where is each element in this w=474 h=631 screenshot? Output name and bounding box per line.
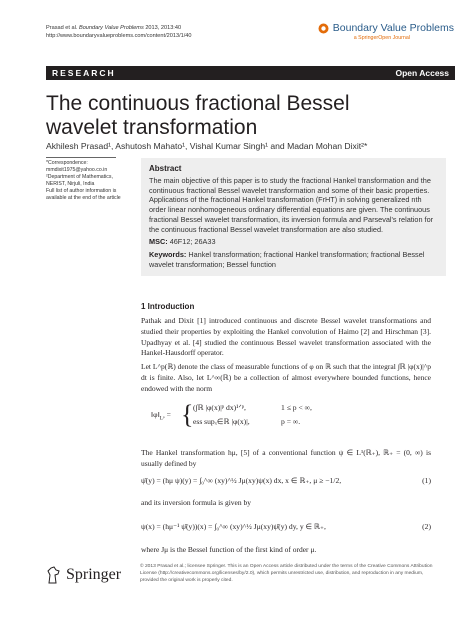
intro-paragraph-5: where Jμ is the Bessel function of the first kind of order μ.: [141, 545, 317, 554]
article-type-band: [46, 66, 455, 80]
journal-subtitle: a SpringerOpen Journal: [353, 35, 410, 41]
article-type-label: RESEARCH: [52, 68, 116, 78]
article-title: The continuous fractional Bessel wavelet transformation: [46, 92, 350, 139]
journal-logo: [318, 22, 454, 34]
brace-symbol: {: [181, 400, 194, 429]
equation-2: ψ(x) = (hμ⁻¹ ψ̂(y))(x) = ∫₀^∞ (xy)^½ Jμ(xy)ψ̂(y) dy, y ∈ ℝ₊,: [141, 522, 326, 531]
norm-case-2: ess supₓ∈ℝ |φ(x)|,: [193, 417, 250, 426]
journal-name: Boundary Value Problems: [332, 22, 454, 34]
keywords-line: [149, 250, 438, 270]
affiliation-dept: ²Department of Mathematics,: [46, 174, 113, 180]
norm-case-2-condition: p = ∞.: [281, 417, 301, 426]
abstract-text: The main objective of this paper is to study the fractional Hankel transformation and the continuous fractional Bessel wavelet transformation and some of their basic properties. Applications of the fractional Hankel transformation (FrHT) in solving generalized nth order linear nonhomogeneous ordinary differential equations are given. The continuous fractional Bessel wavelet transformation, its inversion formula and Parseval's relation for the continuous fractional Bessel wavelet transformation are also studied.: [149, 175, 434, 234]
citation-line: [46, 24, 192, 32]
journal-logo-icon: [318, 23, 329, 34]
open-access-label: Open Access: [395, 68, 449, 78]
intro-paragraph-4: and its inversion formula is given by: [141, 498, 251, 507]
norm-case-1-condition: 1 ≤ p < ∞,: [281, 403, 312, 412]
intro-paragraph-3: The Hankel transformation hμ, [5] of a conventional function ψ ∈ L¹(ℝ₊), ℝ₊ = (0, ∞) is usually defined by: [141, 448, 431, 468]
equation-1: ψ̂(y) = (hμ ψ)(y) = ∫₀^∞ (xy)^½ Jμ(xy)ψ(x) dx, x ∈ ℝ₊, μ ≥ −1/2,: [141, 476, 342, 485]
norm-lhs: $‖\varphi‖_{Lᵖ}$ =: [151, 410, 171, 422]
equation-1-number: (1): [422, 476, 431, 485]
norm-subscript: Lᵖ: [159, 415, 165, 422]
springer-wordmark: Springer: [66, 566, 122, 583]
article-url[interactable]: http://www.boundaryvalueproblems.com/content/2013/1/40: [46, 33, 192, 39]
intro-paragraph-2: Let L^p(ℝ) denote the class of measurable functions of φ on ℝ such that the integral ∫ℝ |φ(x)|^p dt is finite. Also, let L^∞(ℝ) be a collection of almost everywhere bounded functions, hence endowed with the norm: [141, 362, 431, 393]
abstract-box: [141, 158, 446, 276]
affiliation-more: Full list of author information is available at the end of the article: [46, 188, 121, 201]
correspondence-label: *Correspondence:: [46, 160, 88, 166]
section-heading-introduction: 1 Introduction: [141, 302, 195, 311]
author-list: Akhilesh Prasad¹, Ashutosh Mahato¹, Vishal Kumar Singh¹ and Madan Mohan Dixit²*: [46, 141, 368, 151]
abstract-heading: Abstract: [149, 164, 182, 173]
citation-authors: Prasad et al.: [46, 25, 78, 31]
equation-2-number: (2): [422, 522, 431, 531]
affiliation-inst: NERIST, Nirjuli, India: [46, 181, 95, 187]
citation-issue: 2013, 2013:40: [145, 25, 182, 31]
correspondence-email[interactable]: mmdixit1975@yahoo.co.in: [46, 167, 108, 173]
citation-journal: Boundary Value Problems: [78, 25, 144, 31]
keywords-label: Keywords:: [149, 250, 187, 260]
springer-logo: [46, 565, 121, 585]
norm-case-1: (∫ℝ |φ(x)|ᵖ dx)¹ᐟᵖ,: [193, 403, 246, 412]
license-text: © 2013 Prasad et al.; licensee Springer. This is an Open Access article distributed under the terms of the Creative Commons Attribution License (http://creativecommons.org/licenses/by/2.0), which permits unrestricted use, distribution, and reproduction in any medium, provided the original work is properly cited.: [140, 564, 433, 583]
norm-equals: =: [166, 410, 171, 419]
springer-horse-icon: [46, 565, 62, 585]
keywords-text: Hankel transformation; fractional Hankel transformation; fractional Bessel wavelet transformation; Bessel function: [149, 250, 425, 270]
citation-header: [46, 24, 192, 40]
msc-codes: 46F12; 26A33: [169, 236, 216, 246]
msc-line: [149, 237, 438, 247]
msc-label: MSC:: [149, 236, 168, 246]
affiliation-block: [46, 157, 134, 202]
norm-formula: [141, 400, 431, 440]
intro-paragraph-1: Pathak and Dixit [1] introduced continuous and discrete Bessel wavelet transformations and studied their properties by exploiting the Hankel convolution of Haimo [2] and Hirschman [3]. Upadhyay et al. [4] studied the continuous Bessel wavelet transformation associated with the Hankel-Hausdorff operator.: [141, 316, 431, 358]
